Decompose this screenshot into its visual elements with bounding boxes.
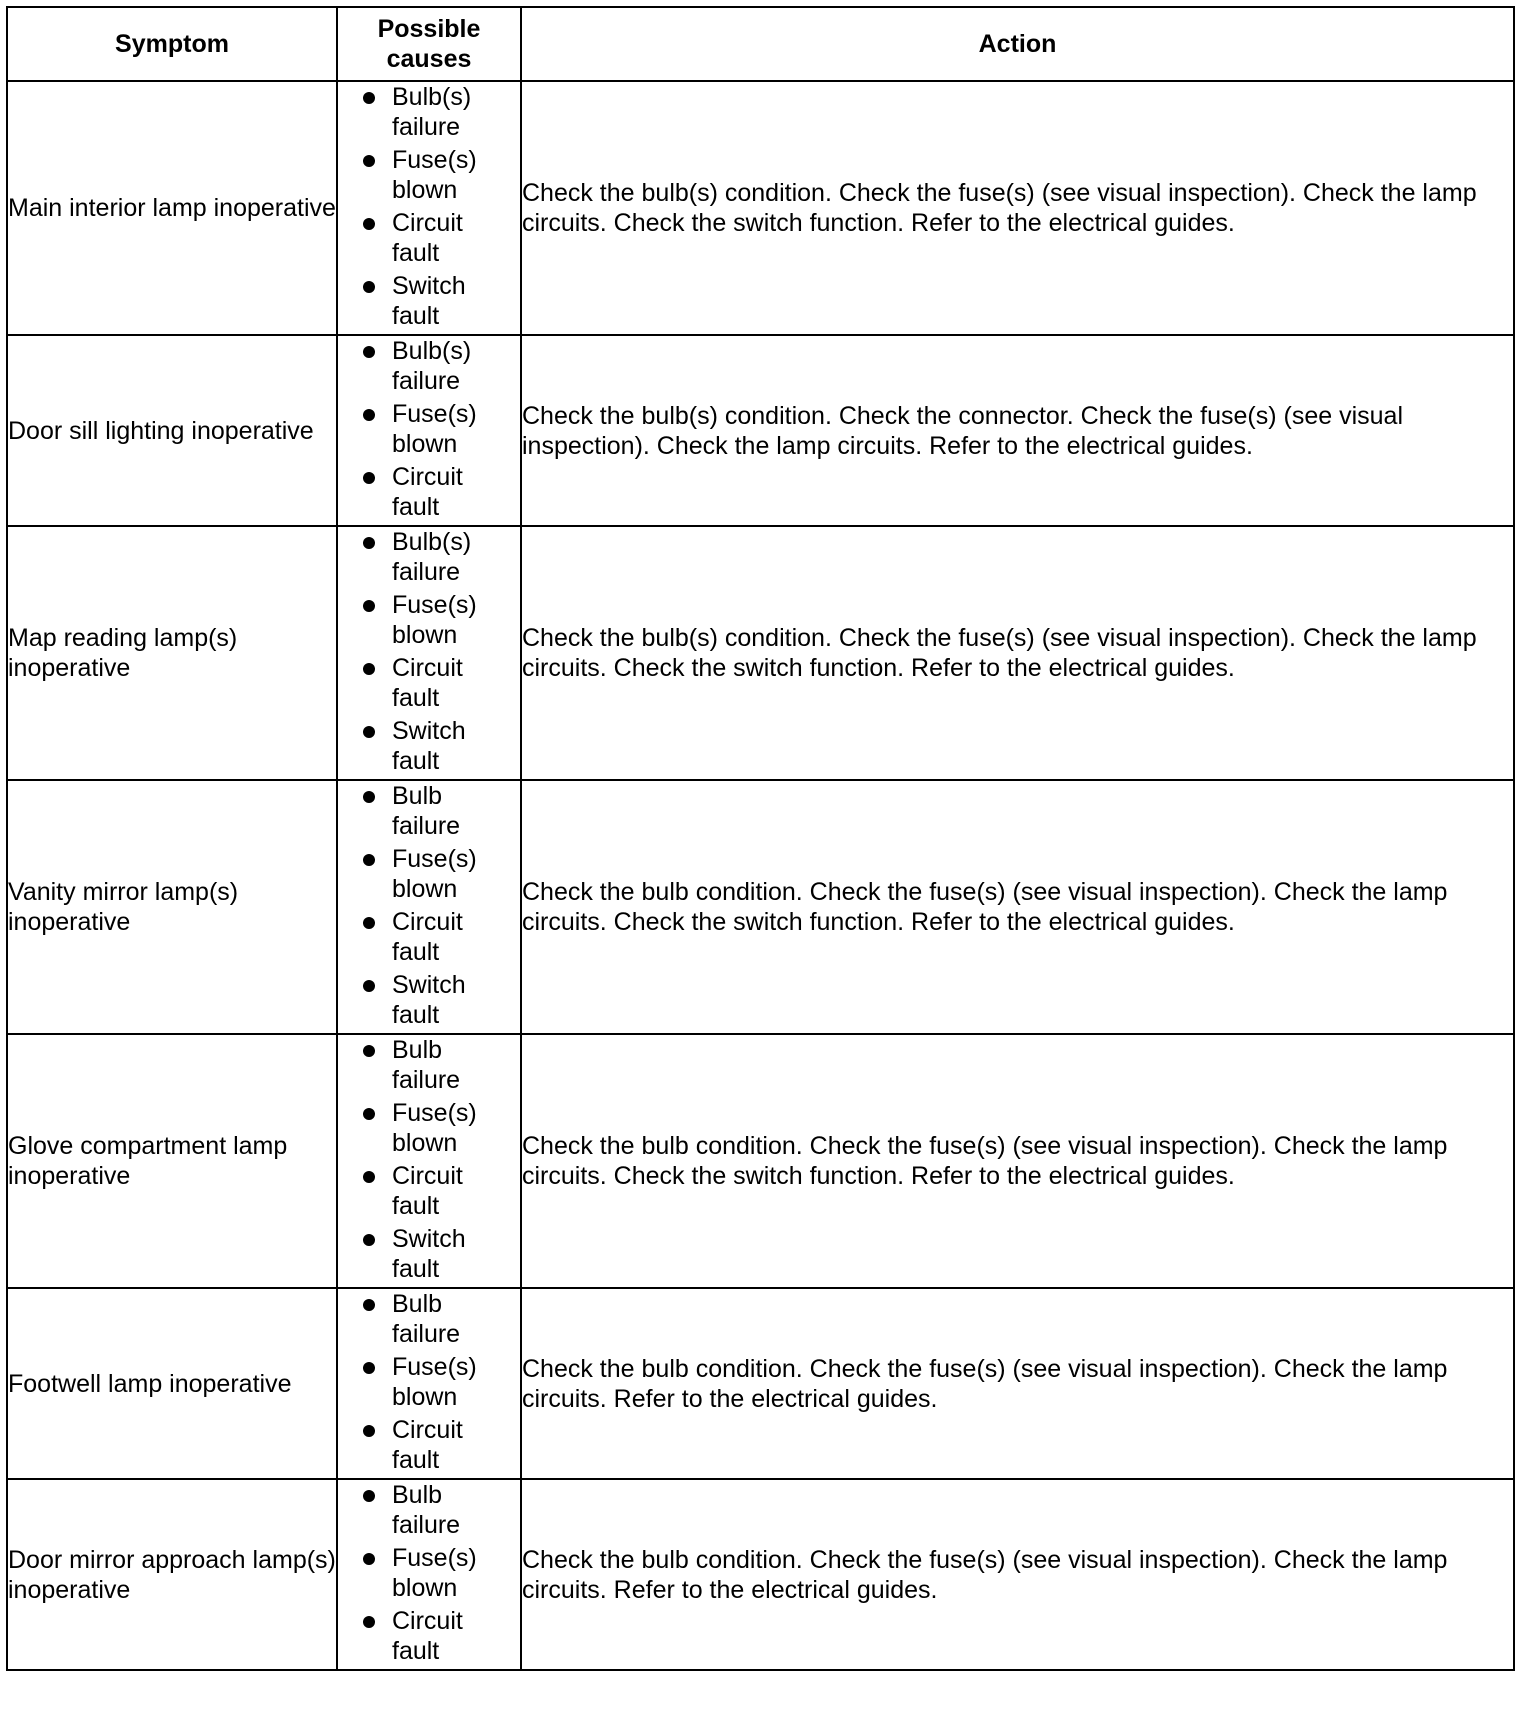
cause-item [338, 271, 520, 331]
cause-item [338, 462, 520, 522]
cause-item [338, 1415, 520, 1475]
causes-cell [337, 526, 521, 780]
cause-item [338, 336, 520, 396]
action-cell: Check the bulb(s) condition. Check the fuse(s) (see visual inspection). Check the lamp circuits. Check the switch function. Refer to the electrical guides. [521, 526, 1514, 780]
symptom-cell: Main interior lamp inoperative [7, 81, 337, 335]
cause-item [338, 844, 520, 904]
cause-text: Circuit fault [392, 1607, 463, 1665]
causes-list [338, 781, 520, 1030]
cause-text: Bulb(s) failure [392, 337, 472, 395]
cause-item [338, 82, 520, 142]
cause-text: Fuse(s) blown [392, 1353, 477, 1411]
cause-item [338, 1161, 520, 1221]
cause-text: Fuse(s) blown [392, 845, 477, 903]
cause-text: Circuit fault [392, 654, 463, 712]
cause-text: Circuit fault [392, 463, 463, 521]
cause-text: Circuit fault [392, 1162, 463, 1220]
table-row [7, 335, 1514, 526]
causes-list [338, 527, 520, 776]
table-row [7, 780, 1514, 1034]
cause-text: Circuit fault [392, 908, 463, 966]
action-cell: Check the bulb condition. Check the fuse(s) (see visual inspection). Check the lamp circuits. Refer to the electrical guides. [521, 1288, 1514, 1479]
table-row [7, 81, 1514, 335]
cause-text: Fuse(s) blown [392, 1544, 477, 1602]
cause-item [338, 1480, 520, 1540]
causes-list [338, 1289, 520, 1475]
table-body [7, 81, 1514, 1670]
symptom-cell: Footwell lamp inoperative [7, 1288, 337, 1479]
bullet-icon [363, 1362, 375, 1374]
cause-item [338, 1224, 520, 1284]
causes-cell [337, 1034, 521, 1288]
causes-list [338, 336, 520, 522]
bullet-icon [363, 600, 375, 612]
cause-item [338, 716, 520, 776]
causes-list [338, 82, 520, 331]
causes-cell [337, 335, 521, 526]
symptom-cell: Map reading lamp(s) inoperative [7, 526, 337, 780]
bullet-icon [363, 1616, 375, 1628]
action-cell: Check the bulb(s) condition. Check the fuse(s) (see visual inspection). Check the lamp circuits. Check the switch function. Refer to the electrical guides. [521, 81, 1514, 335]
cause-item [338, 145, 520, 205]
cause-text: Bulb failure [392, 1290, 461, 1348]
causes-cell [337, 1479, 521, 1670]
cause-text: Bulb(s) failure [392, 83, 472, 141]
symptom-cell: Door sill lighting inoperative [7, 335, 337, 526]
cause-text: Circuit fault [392, 209, 463, 267]
symptom-cell: Glove compartment lamp inoperative [7, 1034, 337, 1288]
symptom-cell: Door mirror approach lamp(s) inoperative [7, 1479, 337, 1670]
bullet-icon [363, 1490, 375, 1502]
table-row [7, 526, 1514, 780]
cause-text: Switch fault [392, 717, 466, 775]
causes-cell [337, 81, 521, 335]
cause-item [338, 1543, 520, 1603]
action-cell: Check the bulb(s) condition. Check the connector. Check the fuse(s) (see visual inspection). Check the lamp circuits. Refer to the electrical guides. [521, 335, 1514, 526]
bullet-icon [363, 663, 375, 675]
cause-text: Bulb failure [392, 1036, 461, 1094]
bullet-icon [363, 980, 375, 992]
header-possible-causes: Possible causes [337, 7, 521, 81]
cause-item [338, 907, 520, 967]
diagnostic-table [6, 6, 1515, 1671]
cause-text: Switch fault [392, 971, 466, 1029]
causes-list [338, 1480, 520, 1666]
bullet-icon [363, 1045, 375, 1057]
table-row [7, 1479, 1514, 1670]
cause-item [338, 590, 520, 650]
cause-text: Fuse(s) blown [392, 146, 477, 204]
table-row [7, 1034, 1514, 1288]
bullet-icon [363, 791, 375, 803]
cause-item [338, 527, 520, 587]
cause-text: Fuse(s) blown [392, 591, 477, 649]
bullet-icon [363, 218, 375, 230]
cause-text: Switch fault [392, 272, 466, 330]
cause-item [338, 208, 520, 268]
causes-cell [337, 1288, 521, 1479]
cause-text: Circuit fault [392, 1416, 463, 1474]
bullet-icon [363, 92, 375, 104]
cause-text: Bulb failure [392, 782, 461, 840]
cause-text: Bulb failure [392, 1481, 461, 1539]
bullet-icon [363, 1299, 375, 1311]
cause-item [338, 653, 520, 713]
cause-item [338, 1352, 520, 1412]
bullet-icon [363, 854, 375, 866]
action-cell: Check the bulb condition. Check the fuse(s) (see visual inspection). Check the lamp circuits. Check the switch function. Refer to the electrical guides. [521, 780, 1514, 1034]
header-row [7, 7, 1514, 81]
cause-item [338, 1035, 520, 1095]
cause-item [338, 1606, 520, 1666]
cause-item [338, 781, 520, 841]
bullet-icon [363, 1425, 375, 1437]
bullet-icon [363, 1108, 375, 1120]
causes-list [338, 1035, 520, 1284]
header-symptom: Symptom [7, 7, 337, 81]
bullet-icon [363, 917, 375, 929]
table-row [7, 1288, 1514, 1479]
bullet-icon [363, 726, 375, 738]
bullet-icon [363, 472, 375, 484]
causes-cell [337, 780, 521, 1034]
cause-text: Fuse(s) blown [392, 1099, 477, 1157]
cause-item [338, 1098, 520, 1158]
cause-item [338, 970, 520, 1030]
action-cell: Check the bulb condition. Check the fuse(s) (see visual inspection). Check the lamp circuits. Refer to the electrical guides. [521, 1479, 1514, 1670]
bullet-icon [363, 537, 375, 549]
cause-text: Bulb(s) failure [392, 528, 472, 586]
action-cell: Check the bulb condition. Check the fuse(s) (see visual inspection). Check the lamp circuits. Check the switch function. Refer to the electrical guides. [521, 1034, 1514, 1288]
bullet-icon [363, 155, 375, 167]
symptom-cell: Vanity mirror lamp(s) inoperative [7, 780, 337, 1034]
cause-item [338, 1289, 520, 1349]
bullet-icon [363, 409, 375, 421]
bullet-icon [363, 1171, 375, 1183]
header-action: Action [521, 7, 1514, 81]
cause-text: Switch fault [392, 1225, 466, 1283]
cause-text: Fuse(s) blown [392, 400, 477, 458]
bullet-icon [363, 346, 375, 358]
bullet-icon [363, 1234, 375, 1246]
bullet-icon [363, 1553, 375, 1565]
cause-item [338, 399, 520, 459]
bullet-icon [363, 281, 375, 293]
